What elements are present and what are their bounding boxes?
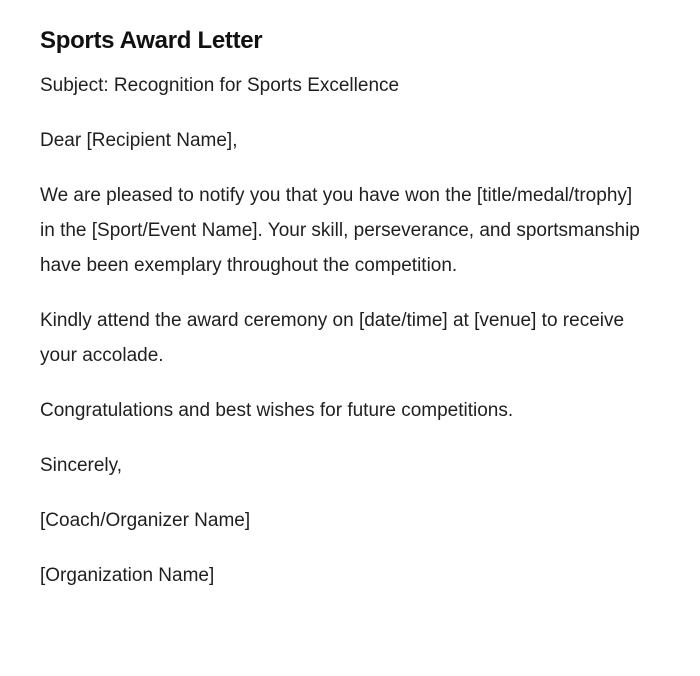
signer-name: [Coach/Organizer Name] xyxy=(40,510,251,531)
document-title: Sports Award Letter xyxy=(40,27,263,54)
body-paragraph-ceremony: Kindly attend the award ceremony on [date/time] at [venue] to receive your accolade. xyxy=(40,310,625,366)
organization-name: [Organization Name] xyxy=(40,565,215,586)
subject-line: Subject: Recognition for Sports Excellence xyxy=(40,75,400,96)
letter-document xyxy=(40,24,650,613)
body-paragraph-congratulations: Congratulations and best wishes for future competitions. xyxy=(40,400,514,421)
body-paragraph-award: We are pleased to notify you that you have won the [title/medal/trophy] in the [Sport/Event Name]. Your skill, perseverance, and sportsmanship have been exemplary throughout the competition. xyxy=(40,185,640,276)
salutation: Dear [Recipient Name], xyxy=(40,130,238,151)
closing: Sincerely, xyxy=(40,455,123,476)
